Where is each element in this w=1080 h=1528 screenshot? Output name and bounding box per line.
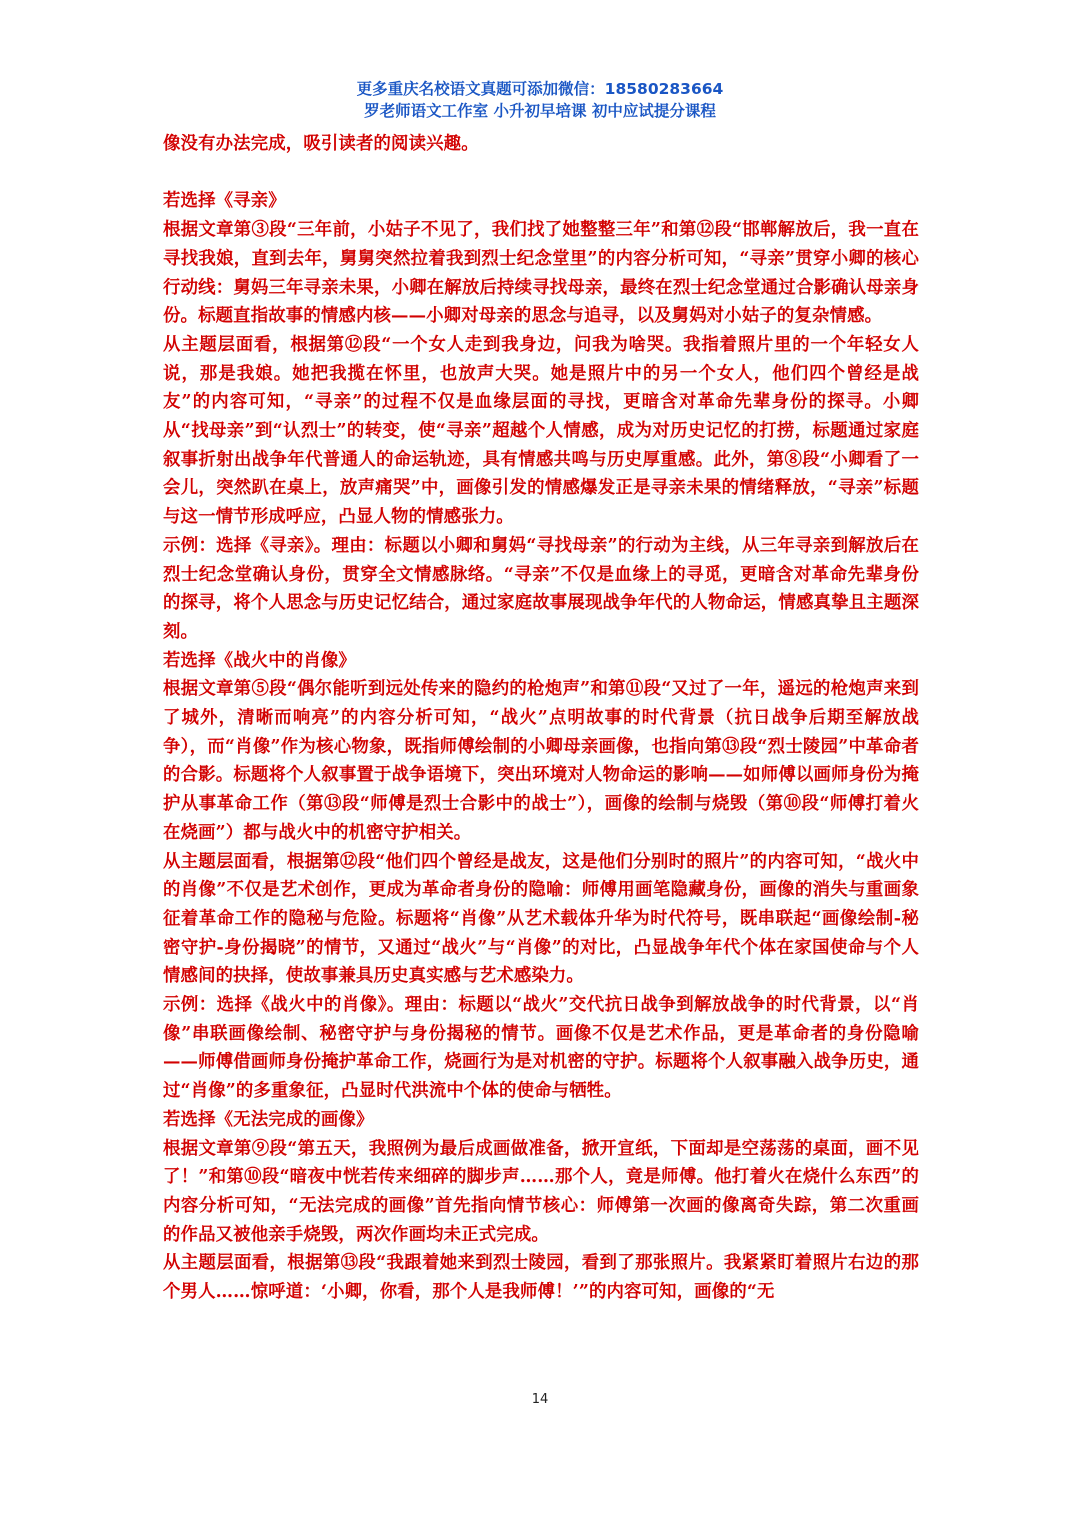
section-heading-xunqin: 若选择《寻亲》 bbox=[163, 191, 286, 212]
page-header bbox=[0, 78, 1080, 122]
header-studio-line: 罗老师语文工作室 小升初早培课 初中应试提分课程 bbox=[364, 102, 716, 120]
paragraph: 从主题层面看，根据第⑫段“他们四个曾经是战友，这是他们分别时的照片”的内容可知，“战火中的肖像”不仅是艺术创作，更成为革命者身份的隐喻：师傅用画笔隐藏身份，画像的消失与重画象征着革命工作的隐秘与危险。标题将“肖像”从艺术载体升华为时代符号，既串联起“画像绘制-秘密守护-身份揭晓”的情节，又通过“战火”与“肖像”的对比，凸显战争年代个体在家国使命与个人情感间的抉择，使故事兼具历史真实感与艺术感染力。 bbox=[163, 851, 919, 987]
document-body bbox=[163, 130, 919, 1307]
paragraph: 根据文章第⑨段“第五天，我照例为最后成画做准备，掀开宣纸，下面却是空荡荡的桌面，画不见了！”和第⑩段“暗夜中恍若传来细碎的脚步声……那个人，竟是师傅。他打着火在烧什么东西”的内容分析可知，“无法完成的画像”首先指向情节核心：师傅第一次画的像离奇失踪，第二次重画的作品又被他亲手烧毁，两次作画均未正式完成。 bbox=[163, 1138, 919, 1245]
paragraph-example: 示例：选择《寻亲》。理由：标题以小卿和舅妈“寻找母亲”的行动为主线，从三年寻亲到解放后在烈士纪念堂确认身份，贯穿全文情感脉络。“寻亲”不仅是血缘上的寻觅，更暗含对革命先辈身份的探寻，将个人思念与历史记忆结合，通过家庭故事展现战争年代的人物命运，情感真挚且主题深刻。 bbox=[163, 535, 919, 642]
paragraph: 根据文章第③段“三年前，小姑子不见了，我们找了她整整三年”和第⑫段“邯郸解放后，我一直在寻找我娘，直到去年，舅舅突然拉着我到烈士纪念堂里”的内容分析可知，“寻亲”贯穿小卿的核心行动线：舅妈三年寻亲未果，小卿在解放后持续寻找母亲，最终在烈士纪念堂通过合影确认母亲身份。标题直指故事的情感内核——小卿对母亲的思念与追寻，以及舅妈对小姑子的复杂情感。 bbox=[163, 220, 919, 327]
header-contact-line: 更多重庆名校语文真题可添加微信：18580283664 bbox=[356, 80, 724, 98]
page-number: 14 bbox=[531, 1392, 549, 1407]
paragraph: 从主题层面看，根据第⑫段“一个女人走到我身边，问我为啥哭。我指着照片里的一个年轻女人说，那是我娘。她把我揽在怀里，也放声大哭。她是照片中的另一个女人，他们四个曾经是战友”的内容可知，“寻亲”的过程不仅是血缘层面的寻找，更暗含对革命先辈身份的探寻。小卿从“找母亲”到“认烈士”的转变，使“寻亲”超越个人情感，成为对历史记忆的打捞，标题通过家庭叙事折射出战争年代普通人的命运轨迹，具有情感共鸣与历史厚重感。此外，第⑧段“小卿看了一会儿，突然趴在桌上，放声痛哭”中，画像引发的情感爆发正是寻亲未果的情绪释放，“寻亲”标题与这一情节形成呼应，凸显人物的情感张力。 bbox=[163, 334, 919, 528]
section-heading-wufa: 若选择《无法完成的画像》 bbox=[163, 1109, 374, 1130]
paragraph-gap bbox=[163, 159, 919, 188]
paragraph: 从主题层面看，根据第⑬段“我跟着她来到烈士陵园，看到了那张照片。我紧紧盯着照片右边的那个男人……惊呼道：‘小卿，你看，那个人是我师傅！’”的内容可知，画像的“无 bbox=[163, 1253, 919, 1303]
paragraph: 根据文章第⑤段“偶尔能听到远处传来的隐约的枪炮声”和第⑪段“又过了一年，遥远的枪炮声来到了城外，清晰而响亮”的内容分析可知，“战火”点明故事的时代背景（抗日战争后期至解放战争），而“肖像”作为核心物象，既指师傅绘制的小卿母亲画像，也指向第⑬段“烈士陵园”中革命者的合影。标题将个人叙事置于战争语境下，突出环境对人物命运的影响——如师傅以画师身份为掩护从事革命工作（第⑬段“师傅是烈士合影中的战士”），画像的绘制与烧毁（第⑩段“师傅打着火在烧画”）都与战火中的机密守护相关。 bbox=[163, 679, 919, 843]
section-heading-zhanhuo: 若选择《战火中的肖像》 bbox=[163, 650, 356, 671]
paragraph-example: 示例：选择《战火中的肖像》。理由：标题以“战火”交代抗日战争到解放战争的时代背景，以“肖像”串联画像绘制、秘密守护与身份揭秘的情节。画像不仅是艺术作品，更是革命者的身份隐喻——师傅借画师身份掩护革命工作，烧画行为是对机密的守护。标题将个人叙事融入战争历史，通过“肖像”的多重象征，凸显时代洪流中个体的使命与牺牲。 bbox=[163, 995, 919, 1102]
paragraph-continuation: 像没有办法完成，吸引读者的阅读兴趣。 bbox=[163, 134, 479, 154]
